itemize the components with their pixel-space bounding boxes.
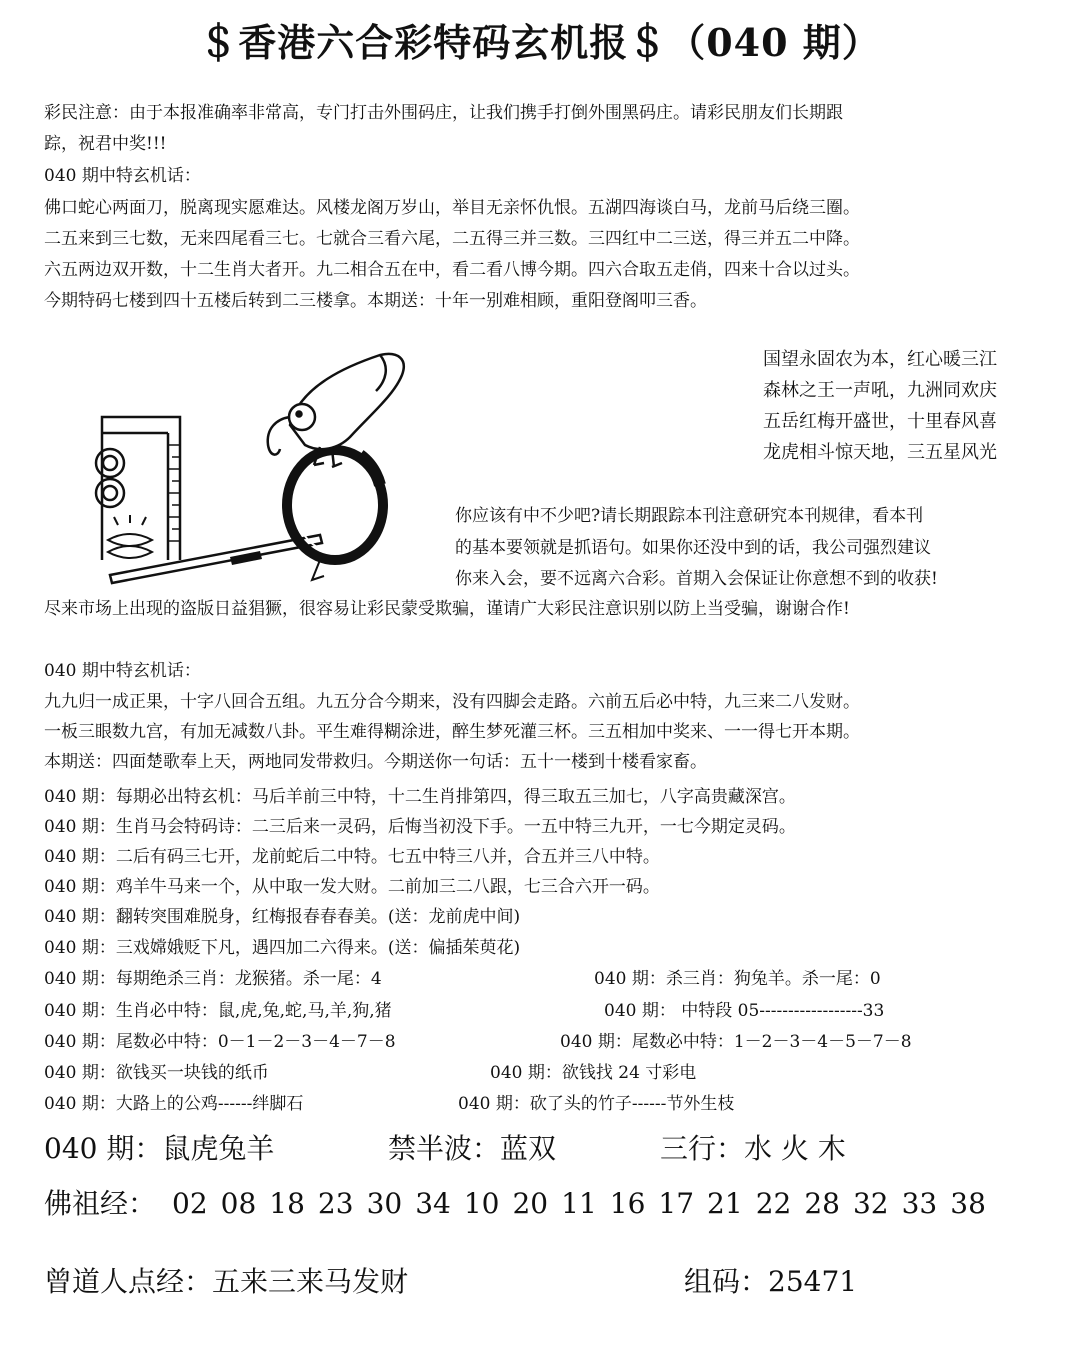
pair-4-left: 040 期：欲钱买一块钱的纸币 (44, 1063, 269, 1083)
promo-line-3: 你来入会，要不远离六合彩。首期入会保证让你意想不到的收获! (455, 569, 938, 589)
period-line-3: 040 期：二后有码三七开，龙前蛇后二中特。七五中特三八并，合五并三八中特。 (44, 847, 660, 867)
pair-3-right: 040 期：尾数必中特：1－2－3－4－5－7－8 (560, 1032, 912, 1052)
period-line-4: 040 期：鸡羊牛马来一个，从中取一发大财。二前加三二八跟，七三合六开一码。 (44, 877, 660, 897)
ingot-icon (108, 515, 152, 558)
sutra-numbers (172, 1187, 999, 1221)
sutra-number: 08 (220, 1187, 257, 1220)
pole-icon (110, 535, 322, 583)
poem-line-4: 龙虎相斗惊天地，三五星风光 (763, 442, 997, 463)
coin-icon (96, 449, 124, 507)
pair-5-right: 040 期：砍了头的竹子------节外生枝 (458, 1094, 735, 1114)
ring-icon (287, 450, 383, 580)
sutra-number: 23 (317, 1187, 354, 1220)
sutra-number: 28 (804, 1187, 840, 1220)
section2-heading: 040 期中特玄机话： (44, 661, 201, 681)
notice-line-1: 彩民注意：由于本报准确率非常高，专门打击外围码庄，让我们携手打倒外围黑码庄。请彩民朋友们长期跟 (44, 103, 843, 123)
period-line-2: 040 期：生肖马会特码诗：二三后来一灵码，后悔当初没下手。一五中特三九开，一七今期定灵码。 (44, 817, 796, 837)
sutra-number: 21 (707, 1187, 743, 1220)
sutra-number: 10 (463, 1187, 500, 1220)
promo-line-1: 你应该有中不少吧?请长期跟踪本刊注意研究本刊规律，看本刊 (455, 506, 924, 526)
sutra-number: 38 (950, 1187, 986, 1220)
sutra-number: 34 (415, 1187, 451, 1220)
ban-half-wave: 禁半波：蓝双 (388, 1132, 557, 1165)
sutra-number: 11 (561, 1187, 597, 1220)
section2-line-2: 一板三眼数九宫，有加无减数八卦。平生难得糊涂进，醉生梦死灌三杯。三五相加中奖来、一一得七开本期。 (44, 722, 860, 742)
group-code: 组码：25471 (684, 1265, 858, 1298)
three-elements: 三行：水 火 木 (660, 1132, 846, 1165)
pair-2-right: 040 期： 中特段 05------------------33 (604, 1001, 885, 1021)
zodiac-pick: 040 期：鼠虎兔羊 (44, 1132, 275, 1165)
section1-line-3: 六五两边双开数，十二生肖大者开。九二相合五在中，看二看八博今期。四六合取五走俏，四来十合以过头。 (44, 260, 860, 280)
daoren-sutra: 曾道人点经：五来三来马发财 (44, 1265, 409, 1298)
sutra-number: 02 (172, 1187, 208, 1220)
pair-3-left: 040 期：尾数必中特：0－1－2－3－4－7－8 (44, 1032, 396, 1052)
pair-4-right: 040 期：欲钱找 24 寸彩电 (490, 1063, 697, 1083)
pair-2-left: 040 期：生肖必中特：鼠,虎,兔,蛇,马,羊,狗,猪 (44, 1001, 392, 1021)
sutra-number: 32 (852, 1187, 889, 1220)
sutra-number: 20 (512, 1187, 549, 1220)
section1-line-2: 二五来到三七数，无来四尾看三七。七就合三看六尾，二五得三并三数。三四红中二三送，得三并五二中降。 (44, 229, 860, 249)
period-line-1: 040 期：每期必出特玄机：马后羊前三中特，十二生肖排第四，得三取五三加七，八字高贵藏深宫。 (44, 787, 796, 807)
sutra-number: 18 (269, 1187, 305, 1220)
pair-5-left: 040 期：大路上的公鸡------绊脚石 (44, 1094, 304, 1114)
sutra-number: 30 (366, 1187, 403, 1220)
page-title: ＄香港六合彩特码玄机报＄（040 期） (199, 20, 881, 65)
sutra-number: 33 (901, 1187, 938, 1220)
section2-line-1: 九九归一成正果，十字八回合五组。九五分合今期来，没有四脚会走路。六前五后必中特，九三来二八发财。 (44, 692, 860, 712)
sutra-label: 佛祖经： (44, 1187, 157, 1220)
notice-line-2: 踪，祝君中奖!!! (44, 134, 167, 154)
poem-line-3: 五岳红梅开盛世，十里春风喜 (763, 411, 997, 432)
period-line-6: 040 期：三戏嫦娥贬下凡，遇四加二六得来。(送：偏插茱萸花) (44, 938, 521, 958)
period-line-5: 040 期：翻转突围难脱身，红梅报春春春美。(送：龙前虎中间) (44, 907, 521, 927)
section1-heading: 040 期中特玄机话： (44, 166, 201, 186)
section1-line-4: 今期特码七楼到四十五楼后转到二三楼拿。本期送：十年一别难相顾，重阳登阁叩三香。 (44, 291, 707, 311)
warning-text: 尽来市场上出现的盗版日益猖獗，很容易让彩民蒙受欺骗，谨请广大彩民注意识别以防上当受骗，谢谢合作! (44, 599, 850, 619)
bird-illustration (80, 345, 410, 590)
sutra-number: 17 (658, 1187, 695, 1220)
section2-line-3: 本期送：四面楚歌奉上天，两地同发带救归。今期送你一句话：五十一楼到十楼看家畜。 (44, 752, 707, 772)
poem-line-2: 森林之王一声吼，九洲同欢庆 (763, 380, 997, 401)
pair-1-right: 040 期：杀三肖：狗兔羊。杀一尾：0 (594, 969, 881, 989)
sutra-number: 22 (755, 1187, 792, 1220)
sutra-number: 16 (609, 1187, 646, 1220)
poem-line-1: 国望永固农为本，红心暖三江 (763, 349, 997, 370)
promo-line-2: 的基本要领就是抓语句。如果你还没中到的话，我公司强烈建议 (455, 538, 931, 558)
pair-1-left: 040 期：每期绝杀三肖：龙猴猪。杀一尾：4 (44, 969, 382, 989)
section1-line-1: 佛口蛇心两面刀，脱离现实愿难达。风楼龙阁万岁山，举目无亲怀仇恨。五湖四海谈白马，龙前马后绕三圈。 (44, 198, 860, 218)
